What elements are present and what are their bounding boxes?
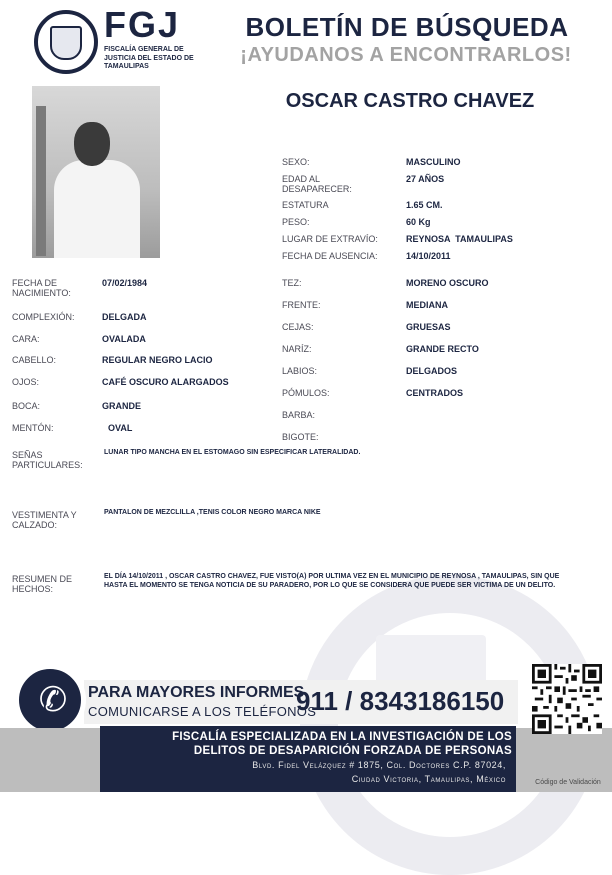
qr-code-graphic (532, 664, 602, 734)
state-seal-icon (34, 10, 98, 74)
age-value: 27 AÑOS (406, 174, 445, 184)
agency-subtitle: FISCALÍA GENERAL DE JUSTICIA DEL ESTADO DE TAMAULIPAS (104, 46, 194, 70)
place-value: REYNOSA TAMAULIPAS (406, 234, 513, 244)
footer-address-line-2: Ciudad Victoria, Tamaulipas, México (351, 774, 506, 784)
marks-label: SEÑAS PARTICULARES: (12, 450, 83, 470)
absence-date-label: FECHA DE AUSENCIA: (282, 251, 378, 261)
lips-value: DELGADOS (406, 366, 458, 376)
mouth-label: BOCA: (12, 401, 41, 411)
missing-person-photo (32, 86, 160, 258)
summary-value: EL DÍA 14/10/2011 , OSCAR CASTRO CHAVEZ, FUE VISTO(A) POR ULTIMA VEZ EN EL MUNICIPIO DE REYNOSA , TAMAULIPAS, SIN QUE HASTA EL MOMENTO SE TENGA NOTICIA DE SU PARADERO, POR LO QUE SE CONSIDERA QUE PUEDE SER VICTIMA DE UN DELITO. (104, 573, 560, 589)
age-label: EDAD AL DESAPARECER: (282, 174, 352, 194)
marks-value: LUNAR TIPO MANCHA EN EL ESTOMAGO SIN ESPECIFICAR LATERALIDAD. (104, 449, 361, 456)
cheekbones-label: PÓMULOS: (282, 388, 330, 398)
hair-value: REGULAR NEGRO LACIO (102, 355, 213, 365)
nose-value: GRANDE RECTO (406, 344, 479, 354)
qr-code-icon (532, 664, 602, 734)
birthdate-value: 07/02/1984 (102, 278, 148, 288)
build-value: DELGADA (102, 312, 147, 322)
footer-address-line-1: Blvd. Fidel Velázquez # 1875, Col. Doctores C.P. 87024, (252, 760, 506, 770)
weight-label: PESO: (282, 217, 310, 227)
face-value: OVALADA (102, 334, 146, 344)
contact-line-1: PARA MAYORES INFORMES, (88, 684, 309, 701)
sex-label: SEXO: (282, 157, 310, 167)
cheekbones-value: CENTRADOS (406, 388, 464, 398)
sex-value: MASCULINO (406, 157, 461, 167)
clothing-label: VESTIMENTA Y CALZADO: (12, 510, 77, 530)
build-label: COMPLEXIÓN: (12, 312, 75, 322)
beard-label: BARBA: (282, 410, 316, 420)
eyebrows-label: CEJAS: (282, 322, 314, 332)
forehead-value: MEDIANA (406, 300, 448, 310)
eyes-value: CAFÉ OSCURO ALARGADOS (102, 377, 229, 387)
photo-background-object (36, 106, 46, 256)
footer-line-2: DELITOS DE DESAPARICIÓN FORZADA DE PERSONAS (193, 745, 512, 757)
lips-label: LABIOS: (282, 366, 318, 376)
agency-logo-text: FGJ (104, 4, 181, 45)
forehead-label: FRENTE: (282, 300, 321, 310)
chin-value: OVAL (108, 423, 133, 433)
summary-label: RESUMEN DE HECHOS: (12, 574, 73, 594)
mustache-label: BIGOTE: (282, 432, 319, 442)
birthdate-label: FECHA DE NACIMIENTO: (12, 278, 71, 298)
phone-icon: ✆ (38, 680, 68, 720)
nose-label: NARÍZ: (282, 344, 312, 354)
place-label: LUGAR DE EXTRAVÍO: (282, 234, 378, 244)
bulletin-subtitle: ¡AYUDANOS A ENCONTRARLOS! (240, 44, 572, 66)
weight-value: 60 Kg (406, 217, 431, 227)
eyebrows-value: GRUESAS (406, 322, 451, 332)
clothing-value: PANTALON DE MEZCLILLA ,TENIS COLOR NEGRO MARCA NIKE (104, 509, 321, 516)
skin-label: TEZ: (282, 278, 302, 288)
face-label: CARA: (12, 334, 40, 344)
hair-label: CABELLO: (12, 355, 57, 365)
eyes-label: OJOS: (12, 377, 40, 387)
qr-caption: Código de Validación (535, 779, 601, 786)
phone-badge (14, 664, 86, 736)
chin-label: MENTÓN: (12, 423, 54, 433)
height-value: 1.65 CM. (406, 200, 443, 210)
skin-value: MORENO OSCURO (406, 278, 489, 288)
person-name: OSCAR CASTRO CHAVEZ (285, 90, 535, 112)
seal-shield-icon (50, 26, 82, 60)
absence-date-value: 14/10/2011 (406, 251, 451, 261)
bulletin-title: BOLETÍN DE BÚSQUEDA (245, 12, 569, 42)
footer-line-1: FISCALÍA ESPECIALIZADA EN LA INVESTIGACIÓN DE LOS (172, 731, 512, 743)
contact-line-2: COMUNICARSE A LOS TELÉFONOS (88, 704, 317, 719)
height-label: ESTATURA (282, 200, 329, 210)
mouth-value: GRANDE (102, 401, 142, 411)
contact-phone: 911 / 8343186150 (296, 686, 505, 716)
photo-person-head (74, 122, 110, 166)
photo-person-body (54, 160, 140, 258)
